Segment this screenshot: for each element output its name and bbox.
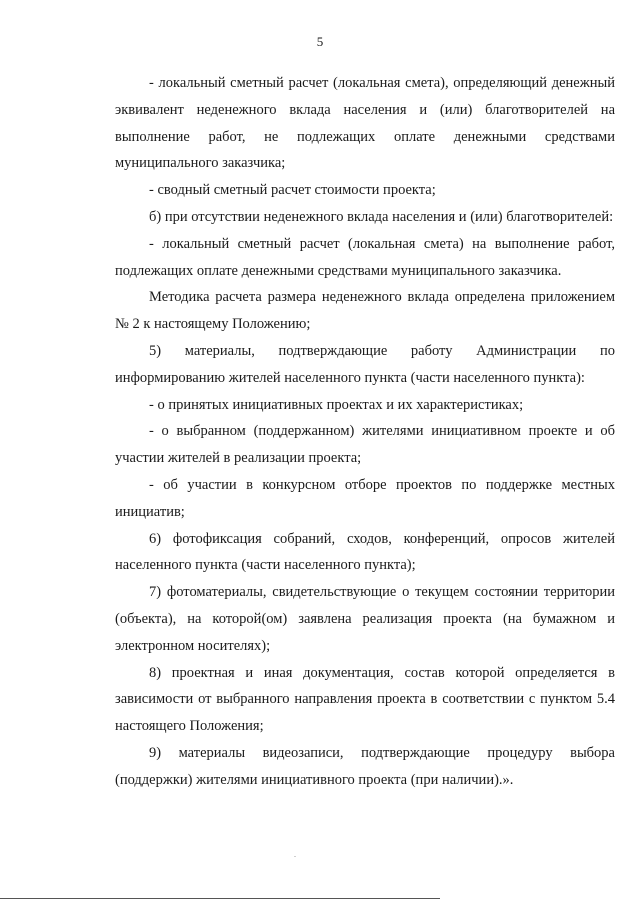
- paragraph-methodology: Методика расчета размера неденежного вклада определена приложением № 2 к настоящему Положению;: [115, 289, 615, 333]
- document-body: [115, 70, 615, 794]
- paragraph-accepted-projects: - о принятых инициативных проектах и их характеристиках;: [149, 396, 524, 413]
- paragraph-item-b: б) при отсутствии неденежного вклада населения и (или) благотворителей:: [149, 208, 614, 225]
- paragraph-local-estimate-nonmonetary: - локальный сметный расчет (локальная смета), определяющий денежный эквивалент неденежного вклада населения и (или) благотворителей на выполнение работ, не подлежащих оплате денежными средствами муниципального заказчика;: [115, 75, 615, 172]
- paragraph-item-5: 5) материалы, подтверждающие работу Администрации по информированию жителей населенного пункта (части населенного пункта):: [115, 342, 615, 386]
- paragraph-local-estimate-municipal: - локальный сметный расчет (локальная смета) на выполнение работ, подлежащих оплате денежными средствами муниципального заказчика.: [115, 235, 615, 279]
- paragraph-selected-project: - о выбранном (поддержанном) жителями инициативном проекте и об участии жителей в реализации проекта;: [115, 423, 615, 467]
- scan-artifact: [294, 856, 296, 857]
- paragraph-item-6: 6) фотофиксация собраний, сходов, конференций, опросов жителей населенного пункта (части населенного пункта);: [115, 530, 615, 574]
- paragraph-item-7: 7) фотоматериалы, свидетельствующие о текущем состоянии территории (объекта), на которой(ом) заявлена реализация проекта (на бумажном и электронном носителях);: [115, 584, 615, 654]
- paragraph-item-8: 8) проектная и иная документация, состав которой определяется в зависимости от выбранного направления проекта в соответствии с пунктом 5.4 настоящего Положения;: [115, 664, 615, 735]
- paragraph-competitive-selection: - об участии в конкурсном отборе проектов по поддержке местных инициатив;: [115, 476, 615, 520]
- page-number: 5: [316, 34, 324, 49]
- paragraph-item-9: 9) материалы видеозаписи, подтверждающие процедуру выбора (поддержки) жителями инициативного проекта (при наличии).».: [115, 744, 615, 788]
- paragraph-summary-estimate: - сводный сметный расчет стоимости проекта;: [149, 182, 436, 199]
- footer-divider: [0, 898, 440, 899]
